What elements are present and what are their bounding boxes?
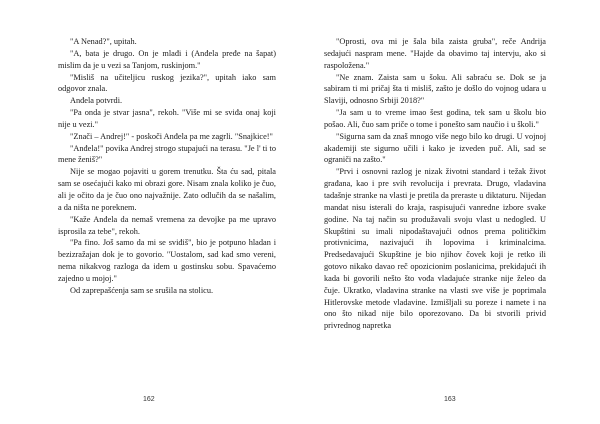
paragraph: "Anđela!" povika Andrej strogo stupajući na terasu. "Je l' ti to mene ženiš?" xyxy=(58,143,276,165)
right-page-text xyxy=(324,36,546,332)
paragraph: "A, bata je drugo. On je mlađi i (Anđela pređe na šapat) mislim da je u vezi sa Tanjom, ruskinjom." xyxy=(58,48,276,70)
paragraph: "Misliš na učiteljicu ruskog jezika?", upitah iako sam odgovor znala. xyxy=(58,72,276,94)
paragraph: Od zaprepašćenja sam se srušila na stolicu. xyxy=(70,285,214,295)
paragraph: "Pa onda je stvar jasna", rekoh. "Više mi se sviđa onaj koji nije u vezi." xyxy=(58,108,276,129)
paragraph: "Kaže Anđela da nemaš vremena za devojke pa me upravo isprosila za tebe", rekoh. xyxy=(58,214,276,236)
paragraph: Anđela potvrdi. xyxy=(70,96,123,106)
paragraph: Nije se mogao pojaviti u gorem trenutku. Šta ću sad, pitala sam se osećajući kako mi obrazi gore. Nisam znala koliko je čuo, ali je očito da je čuo ono najvažnije. Zato odlučih da se našalim, a da ništa ne poreknem. xyxy=(58,167,276,212)
left-page-text xyxy=(58,36,276,297)
paragraph: "Prvi i osnovni razlog je nizak životni standard i težak život građana, kao i pre svih revolucija i prevrata. Drugo, vladavina tadašnje stranke na vlasti je pretila da preraste u diktaturu. Nijedan mandat nisu isterali do kraja, raspisujući vanredne izbore svake godine. Na taj način su produžavali svoju vlast u nedogled. U Skupštini su imali nipodaštavajući odnos prema političkim protivnicima, nazivajući ih lopovima i kriminalcima. Predsedavajući Skupštine je bio njihov čovek koji je retko ili gotovo nikako davao reč opozicionim poslanicima, prekidajući ih kada bi govorili nešto što vođa vladajuće stranke nije želeo da čuje. Ukratko, vladavina stranke na vlasti sve više je poprimala Hitlerovske metode vladavine. Izmišljali su poreze i namete i na ono što nikad nije bilo oporezovano. Da bi stvorili privid privrednog napretka xyxy=(324,167,546,331)
paragraph: "Znači – Andrej!" - poskoči Anđela pa me zagrli. "Snajkice!" xyxy=(70,131,273,141)
paragraph: "Ja sam u to vreme imao šest godina, tek sam u školu bio pošao. Ali, čuo sam priče o tome i ponešto sam naučio i u školi." xyxy=(324,108,546,129)
page-number: 162 xyxy=(143,396,155,403)
paragraph: "A Nenad?", upitah. xyxy=(70,37,137,46)
right-page xyxy=(300,0,600,424)
paragraph: "Oprosti, ova mi je šala bila zaista gruba", reče Andrija sedajući naspram mene. "Hajde da obavimo taj intervju, ako si raspoložena." xyxy=(324,37,546,70)
page-number: 163 xyxy=(444,396,456,403)
paragraph: "Sigurna sam da znaš mnogo više nego bilo ko drugi. U vojnoj akademiji ste sigurno učili i kako je izveden puč. Ali, sad se ograniči na zašto." xyxy=(324,131,546,165)
paragraph: "Pa fino. Još samo da mi se sviđiš", bio je potpuno hladan i bezizražajan dok je to govorio. "Uostalom, sad kad smo vereni, nema nikakvog razloga da idem u gostinsku sobu. Spavaćemo zajedno u mojoj." xyxy=(58,238,276,283)
paragraph: "Ne znam. Zaista sam u šoku. Ali sabraću se. Dok se ja sabiram ti mi pričaj šta ti misliš, zašto je došlo do vojnog udara u Slaviji, odnosno Srbiji 2018?" xyxy=(324,72,546,106)
